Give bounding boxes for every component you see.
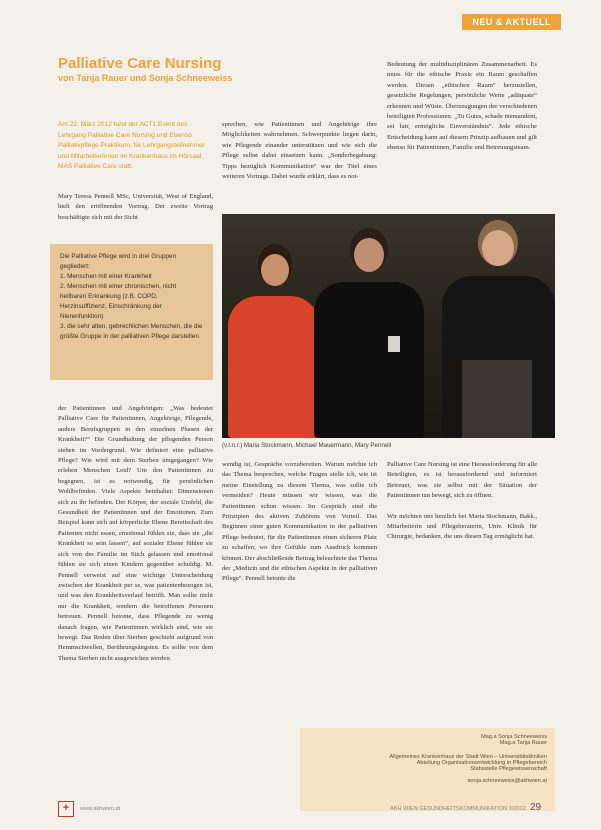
contact-department: Abteilung Organisationsentwicklung in Pflegebereich bbox=[416, 760, 547, 766]
section-tag: NEU & AKTUELL bbox=[462, 14, 561, 30]
info-box-intro: Die Palliative Pflege wird in drei Gruppen gegliedert: bbox=[60, 253, 177, 270]
contact-author-1: Mag.a Sonja Schneeweiss bbox=[481, 734, 547, 740]
article-title: Palliative Care Nursing bbox=[58, 55, 222, 72]
logo-icon: + bbox=[58, 801, 74, 817]
person-left bbox=[228, 244, 320, 438]
footer-magazine: AKH WIEN GESUNDHEITSKOMMUNIKATION 3/2012 bbox=[390, 806, 526, 812]
info-box-item-3: 3. die sehr alten, gebrechlichen Menschen, die die größte Gruppe in der palliativen Pflege darstellen bbox=[60, 323, 203, 340]
contact-unit: Stabsstelle Pflegewissenschaft bbox=[470, 766, 547, 772]
body-text-col1-top: Mary Teresa Pennell MSc, Universität, West of England, hielt den eröffnenden Vortrag. Der zweite Vortrag beschäftigte sich mit der Sicht bbox=[58, 193, 213, 221]
info-box-item-2: 2. Menschen mit einer chronischen, nicht heilbaren Erkrankung (z.B. COPD, Herzinsuffizienz, Einschränkung der Nierenfunktion) bbox=[60, 283, 177, 320]
article-byline: von Tanja Rauer und Sonja Schneeweiss bbox=[58, 73, 233, 83]
person-middle bbox=[314, 228, 424, 438]
page-number: 29 bbox=[530, 802, 542, 813]
body-text-col3-top: Bedeutung der multidisziplinären Zusammenarbeit. Es muss für die ethische Praxis ein Raum geschaffen werden. Diesen „ethischen Raum“ herzustellen, gesetzliche Regelungen, persönliche Werte „adäquate“ erkennen und Wüste. Überzeugungen der verschiedenen beteiligten Professionen. „Tu Gutes, schade niemandem, sei fair, ermögliche Einverständnis“. Jede ethische Entscheidung kann auf diesem Prinzip aufbauen und gilt ebenso für Patientinnen, Familie und Betreuungsteam. bbox=[387, 61, 537, 152]
body-text-col1-bottom: der Patientinnen und Angehörigen: „Was bedeutet Palliative Care für Patientinnen, Angehörige, Pflegende, andere Berufsgruppen in den einzelnen Phasen der Krankheit?“ Die Grundhaltung der pflegenden Person stehen im Vordergrund. Wie definiert eine palliative Pflege? Wie wird mit dem Sterben umgegangen? Wie erleben Menschen Leid? Um den Patientinnen zu begegnen, ist es notwendig, für persönlichen Wohlbefinden. Viele Aspekte beinhaltet: Dimensionen sich zu ihr befinden. Der Körper, der soziale Umfeld, die Gesundheit der Patientinnen und der Emotionen. Zum Beispiel kann sich auf körperliche Ebene Bereitschaft des Patienten nicht essen, emotional fühlen sie, dass sie „die Krankheit so sein lassen“, auf sozialer Ebene fühlen sie sich von der Familie im Stich gelassen und emotional fühlen sie sich einen Kindern gegenüber schuldig. M. Pennell verweist auf eine wichtige Unterscheidung zwischen der Krankheit per se, was patientenbezogen ist, und was den Krankheitsverlauf betrifft. Man sollte nicht nur die Krankheit, sondern die betroffenen Personen betreuen. Pennell betonte, dass Pflegende zu wenig danach fragen, wie Patientinnen wirklich sind, wie sie bewegt. Das Reden über Sterben geschieht aufgrund von Hemmschwellen, Berührungsängsten. Es sollte von dem Thema Sterben nicht ausgewichen werden. bbox=[58, 405, 213, 662]
group-photo bbox=[222, 214, 555, 438]
body-text-col2-bottom: wendig ist, Gespräche vorzubereiten. Warum möchte ich das Thema besprechen, welche Fragen stelle ich, wie ist meine Einstellung zu diesem Thema, was sollte ich vermeiden? Heute müssen wir wissen, was die Patientinnen schon wissen. Im Gespräch sind die Prinzipien des aktiven Zuhörens von Vorteil. Das Beginnen einer guten Kommunikation in der palliativen Pflege bedeutet, für die Patientinnen einen sicheren Platz zu schaffen, wo ihre Gefühle zum Ausdruck kommen können. Der abschließende Beitrag beleuchtete das Thema der „Medizin und die ethischen Aspekte in der palliativen Pflege“. Pennell betonte die bbox=[222, 461, 377, 583]
contact-author-2: Mag.a Tanja Rauer bbox=[499, 740, 547, 746]
info-box-item-1: 1. Menschen mit einer Krankheit bbox=[60, 273, 152, 280]
body-text-col3-bottom bbox=[387, 460, 537, 543]
footer-url[interactable]: www.akhwien.at bbox=[80, 806, 121, 812]
contact-email[interactable]: sonja.schneeweiss@akhwien.at bbox=[467, 778, 547, 784]
contact-box bbox=[300, 728, 555, 811]
body-text-col3-paragraph-2: Wir möchten uns herzlich bei Maria Stockmann, Bakk., Mitarbeiterin und Pflegeberaterin, Univ. Klinik für Chirurgie, bedanken, die uns diesen Tag ermöglicht hat. bbox=[387, 512, 537, 541]
contact-institution: Allgemeines Krankenhaus der Stadt Wien – Universitätskliniken bbox=[389, 754, 547, 760]
info-box bbox=[50, 244, 213, 380]
article-lead: Am 22. März 2012 fand der ACT1 Event des Lehrgang Palliative Care Nursing und Ebenso Palliativpflege Praktikum, für Lehrgangsteilnehmer und MitarbeiterInnen im Krankenhaus im Hörsaal, MAS Palliative Care statt. bbox=[58, 121, 205, 171]
body-text-col3-paragraph-1: Palliative Care Nursing ist eine Herausforderung für alle Beteiligten, es ist herausfordernd und informiert Betreuer, was sie selbst mit der Situation der Patientinnen tun bewegt, sich zu öffnen. bbox=[387, 461, 537, 500]
body-text-col2-top: sprechen, wie Patientinnen und Angehörige ihre Möglichkeiten wahrnehmen. Schwerpunkte liegen darin, wie Pflegende einander unterstützen und wie sich die Pflege selbst dabei einsetzen kann. „Sonderbegabung: Tipps bezüglich Kommunikation“ war der Titel eines weiteren Vortrags. Dabei wurde erklärt, dass es not- bbox=[222, 121, 377, 181]
photo-caption: (v.l.n.r.) Maria Stockmann, Michael Mauermann, Mary Pennell bbox=[222, 442, 392, 449]
person-right bbox=[434, 220, 555, 438]
